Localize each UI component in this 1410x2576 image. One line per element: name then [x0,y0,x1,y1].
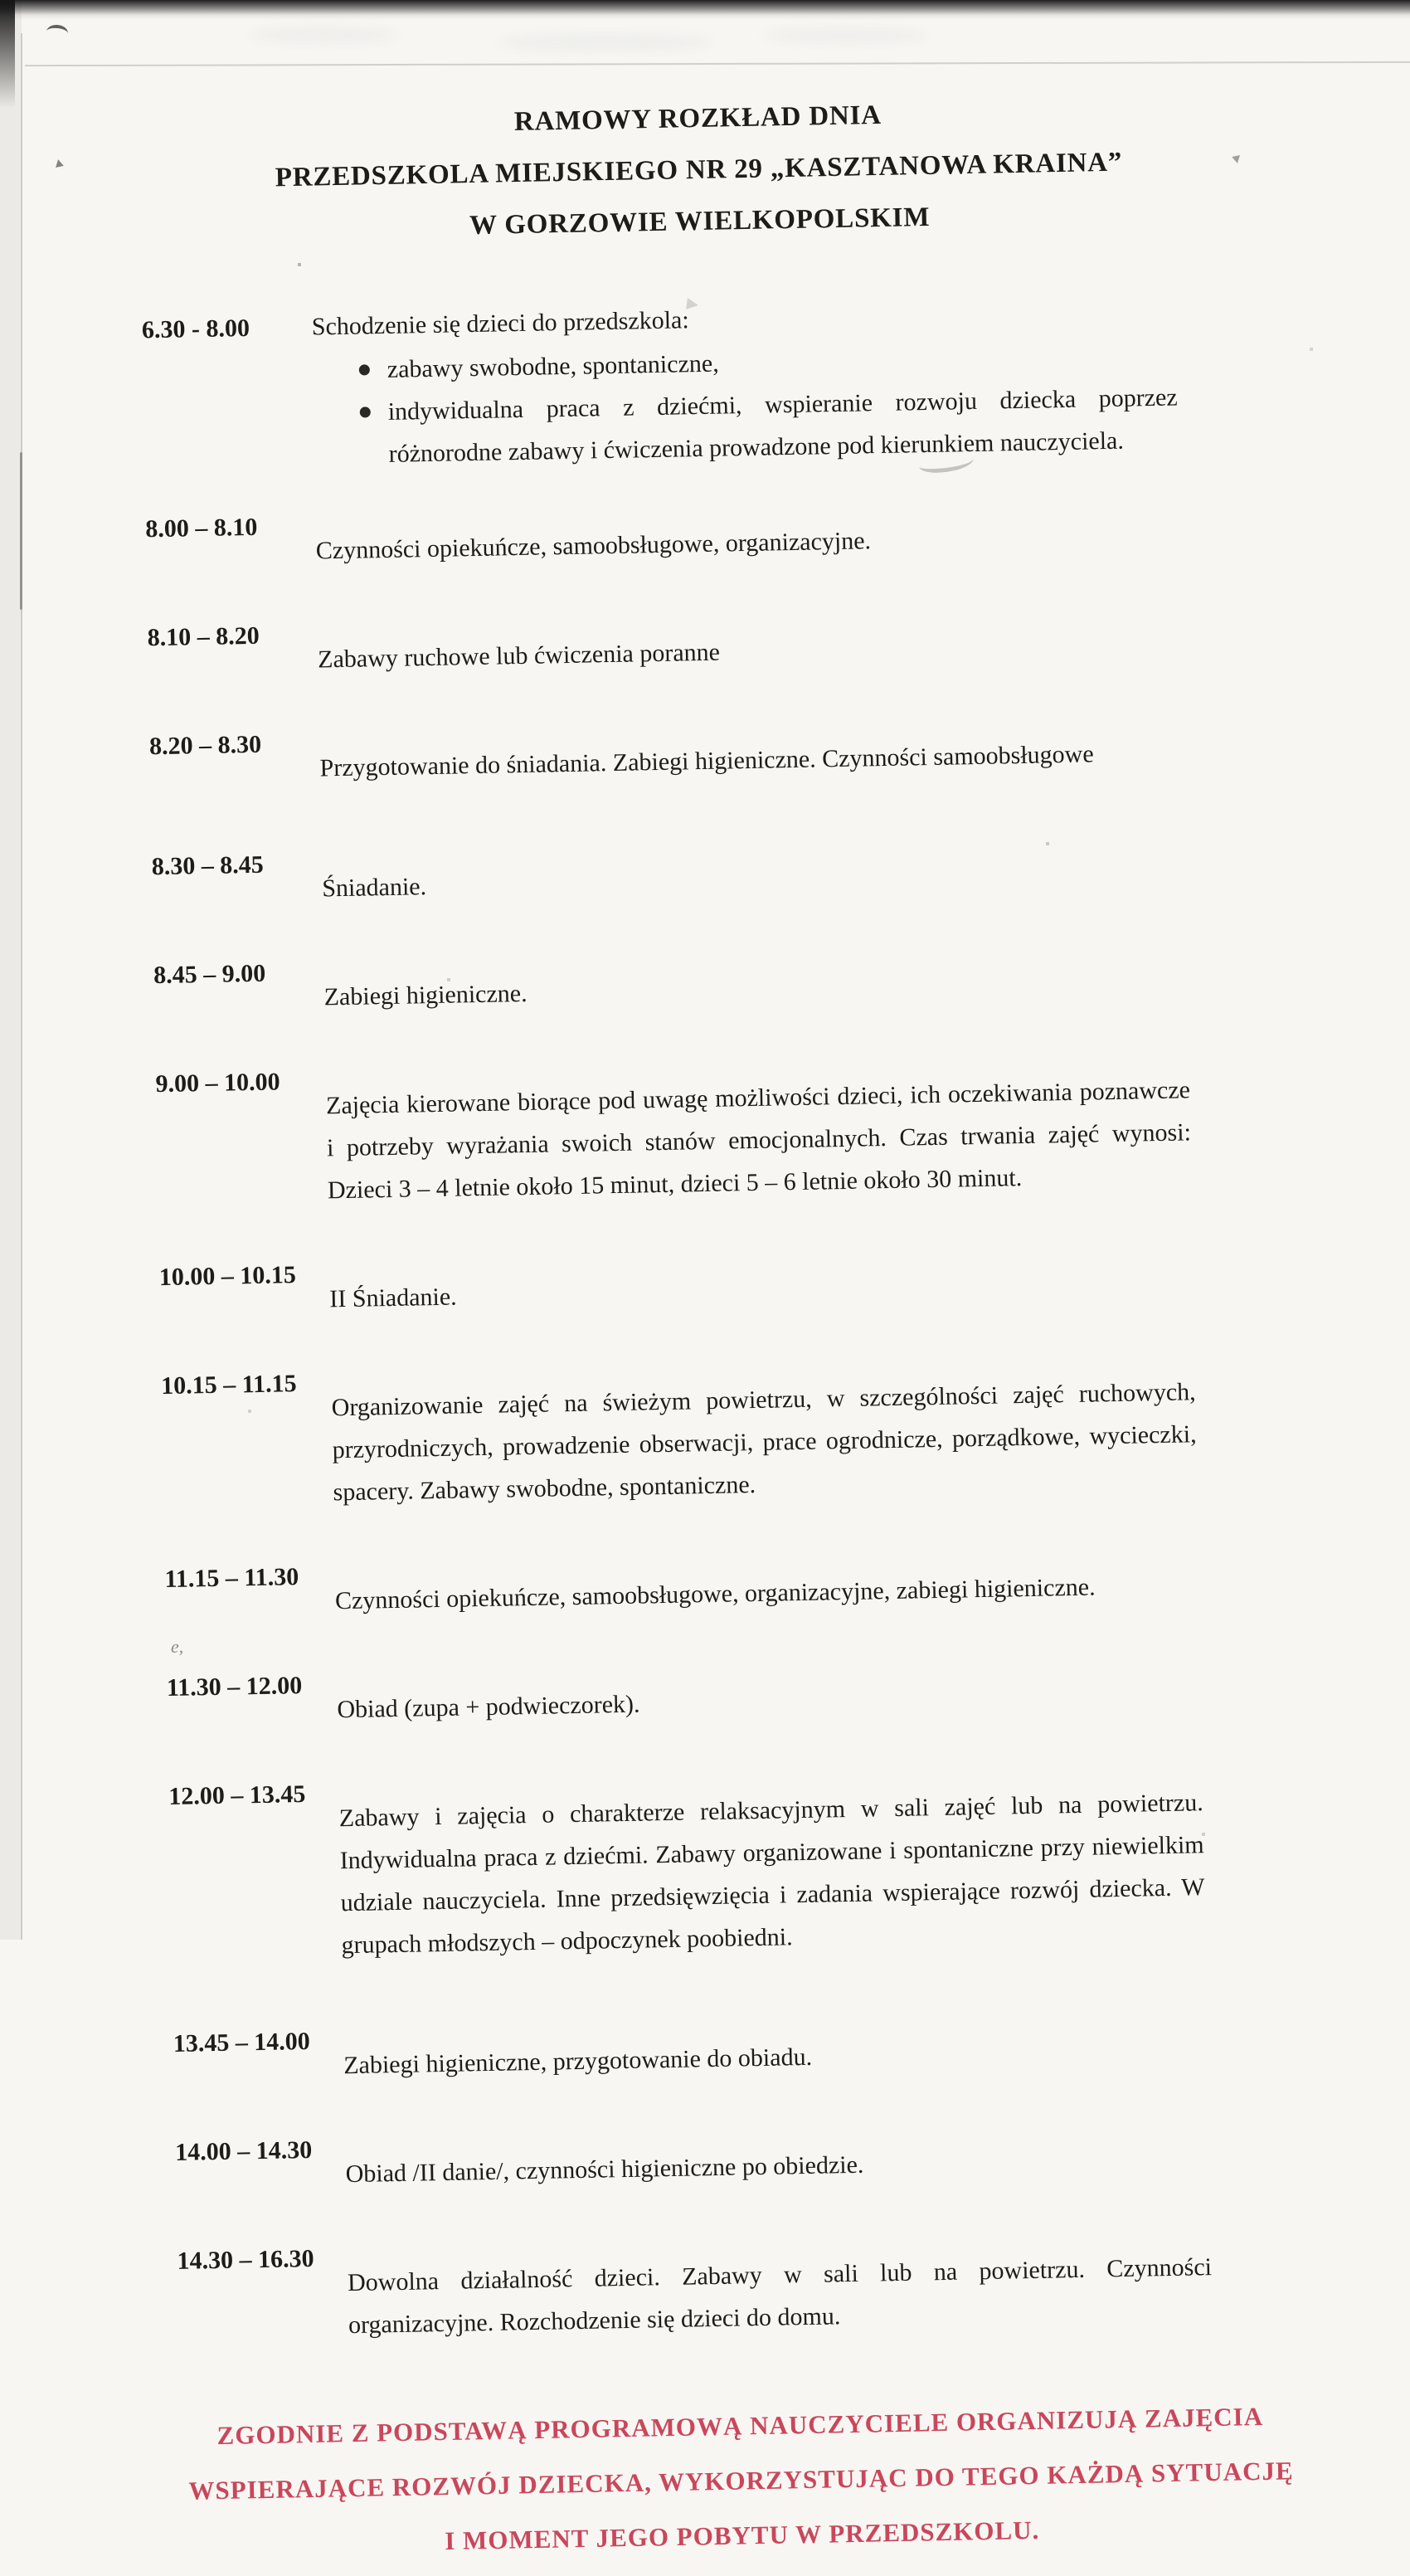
document-title-line-2: PRZEDSZKOLA MIEJSKIEGO NR 29 „KASZTANOWA KRAINA” [275,147,1123,193]
scan-smudge [498,33,713,51]
schedule-text-heading: Schodzenie się dzieci do przedszkola: [311,306,689,341]
footer-note-line-3: I MOMENT JEGO POBYTU W PRZEDSZKOLU. [444,2515,1040,2556]
ghost-arrow-mark [686,298,699,311]
schedule-text: Obiad (zupa + podwieczorek). [337,1690,640,1724]
footer-note-line-1: ZGODNIE Z PODSTAWĄ PROGRAMOWĄ NAUCZYCIELE ORGANIZUJĄ ZAJĘCIA [216,2401,1264,2451]
schedule-text: Przygotowanie do śniadania. Zabiegi higieniczne. Czynności samoobsługowe [319,740,1094,782]
document-title-line-1: RAMOWY ROZKŁAD DNIA [513,100,882,138]
schedule-time: 8.00 – 8.10 [145,513,258,543]
schedule-time: 12.00 – 13.45 [168,1780,306,1811]
scan-corner-shadow [0,0,15,108]
schedule-time: 14.30 – 16.30 [177,2244,314,2275]
schedule-time: 8.30 – 8.45 [151,850,265,881]
schedule-text: Zabawy i zajęcia o charakterze relaksacyjnym w sali zajęć lub na powietrzu. Indywidualna praca z dziećmi. Zabawy organizowane i spontaniczne przy niewielkim udziale nauczyciela. Inne przedsięwzięcia i zadania wspierające rozwój dziecka. W grupach młodszych – odpoczynek poobiedni. [338,1789,1205,1960]
schedule-time: 13.45 – 14.00 [173,2027,311,2057]
schedule-entry [175,2112,1211,2223]
schedule-entry [177,2221,1213,2374]
schedule-text: II Śniadanie. [329,1283,457,1313]
schedule-time: 10.15 – 11.15 [160,1370,297,1400]
stray-pencil-mark: e, [171,1636,184,1657]
schedule-time: 11.30 – 12.00 [166,1672,303,1702]
schedule-bullet-list [312,334,1179,476]
scan-edge-top [0,0,1410,20]
schedule-text: Zajęcia kierowane biorące pod uwagę możliwości dzieci, ich oczekiwania poznawcze i potrzeby wyrażania swoich stanów emocjonalnych. Czas trwania zajęć wynosi: Dzieci 3 – 4 letnie około 15 minut, dzieci 5 – 6 letnie około 30 minut. [325,1076,1192,1205]
schedule-entry [168,1756,1207,1994]
schedule-text: Obiad /II danie/, czynności higieniczne po obiedzie. [345,2150,864,2189]
paper-edge-line [21,33,22,1940]
schedule-text: Czynności opiekuńcze, samoobsługowe, organizacyjne, zabiegi higieniczne. [334,1573,1096,1615]
schedule-text: Śniadanie. [321,873,427,903]
schedule-text: Czynności opiekuńcze, samoobsługowe, organizacyjne. [315,527,872,565]
schedule-entry [149,706,1185,817]
schedule-text: Organizowanie zajęć na świeżym powietrzu, w szczególności zajęć ruchowych, przyrodniczych, prowadzenie obserwacji, prace ogrodnicze, porządkowe, wycieczki, spacery. Zabawy swobodne, spontaniczne. [331,1378,1197,1507]
schedule-text: Zabiegi higieniczne, przygotowanie do obiadu. [343,2043,813,2080]
schedule-entry [141,290,1179,480]
schedule-entry [145,489,1181,600]
scan-left-margin-shade [0,0,22,1940]
document-title-block [100,82,1297,258]
daily-schedule-list [141,290,1213,2374]
schedule-time: 10.00 – 10.15 [158,1261,297,1292]
schedule-bullet-item: indywidualna praca z dziećmi, wspieranie rozwoju dziecka poprzez różnorodne zabawy i ćwiczenia prowadzone pod kierunkiem nauczyciela. [351,376,1179,475]
schedule-time: 11.15 – 11.30 [164,1563,299,1594]
scan-smudge [763,28,929,43]
schedule-entry [153,935,1189,1046]
document-title-line-3: W GORZOWIE WIELKOPOLSKIM [469,202,931,241]
schedule-entry [164,1539,1200,1650]
schedule-time: 8.20 – 8.30 [148,730,262,761]
schedule-text [311,290,1179,476]
schedule-entry [147,597,1183,709]
footer-note-line-2: WSPIERAJĄCE ROZWÓJ DZIECKA, WYKORZYSTUJĄC DO TEGO KAŻDĄ SYTUACJĘ [188,2456,1294,2505]
schedule-entry [161,1346,1198,1541]
schedule-bullet-item: zabawy swobodne, spontaniczne, [350,334,1177,391]
footer-note [118,2388,1364,2574]
schedule-entry [173,2004,1208,2115]
schedule-entry [155,1044,1193,1239]
scan-smudge [249,27,398,43]
schedule-entry [158,1237,1194,1348]
schedule-time: 9.00 – 10.00 [155,1068,280,1098]
schedule-entry [151,826,1187,937]
schedule-time: 6.30 - 8.00 [141,314,250,344]
schedule-text: Zabiegi higieniczne. [323,979,528,1011]
schedule-time: 8.10 – 8.20 [147,621,260,652]
schedule-text: Dowolna działalność dzieci. Zabawy w sali lub na powietrzu. Czynności organizacyjne. Rozchodzenie się dzieci do domu. [347,2253,1213,2340]
schedule-time: 14.00 – 14.30 [174,2135,313,2166]
schedule-entry [166,1648,1202,1759]
schedule-time: 8.45 – 9.00 [153,959,266,990]
paper-edge-shadow [20,452,22,610]
schedule-text: Zabawy ruchowe lub ćwiczenia poranne [317,638,721,674]
